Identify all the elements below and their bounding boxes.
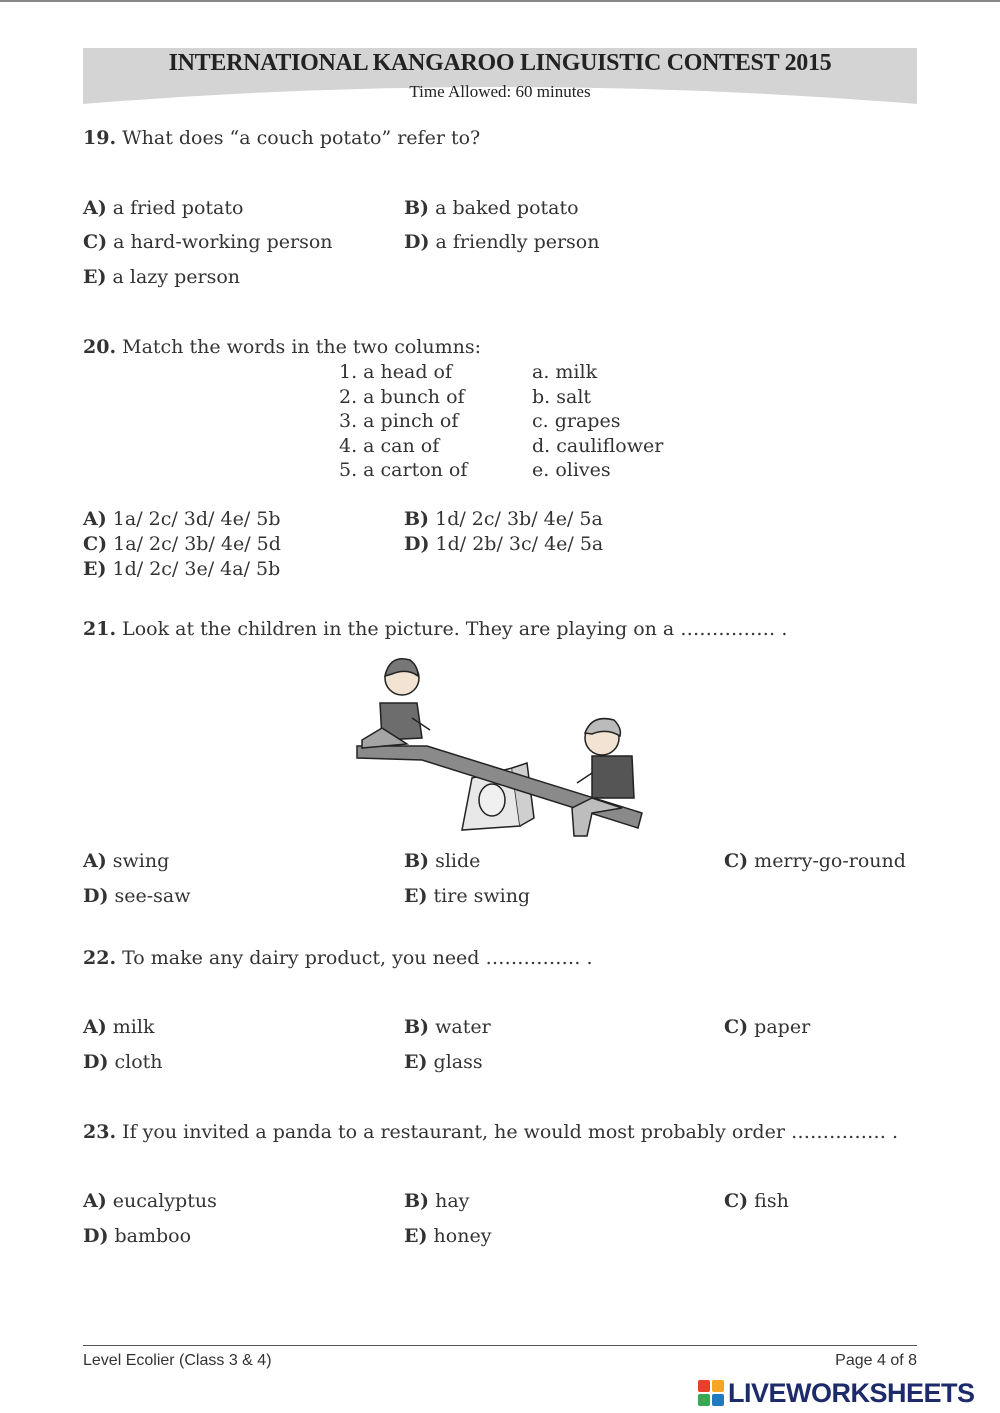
question-23 [83, 1121, 898, 1143]
option-text: milk [112, 1016, 155, 1038]
option-text: a fried potato [112, 197, 244, 219]
option-text: tire swing [433, 885, 531, 907]
question-number: 20. [83, 336, 117, 358]
match-left-item: 1. a head of [339, 361, 453, 383]
q22-option-d[interactable] [83, 1051, 163, 1073]
option-label: C) [83, 231, 108, 253]
q19-option-b[interactable] [404, 197, 579, 219]
q22-option-a[interactable] [83, 1016, 154, 1038]
option-text: 1d/ 2c/ 3b/ 4e/ 5a [435, 508, 603, 530]
option-text: fish [754, 1190, 789, 1212]
option-label: D) [83, 1225, 109, 1247]
question-21 [83, 618, 787, 640]
option-label: A) [83, 1016, 107, 1038]
question-text: To make any dairy product, you need …………… . [122, 947, 593, 969]
option-label: E) [404, 885, 428, 907]
option-text: 1a/ 2c/ 3b/ 4e/ 5d [113, 533, 281, 555]
q21-option-e[interactable] [404, 885, 530, 907]
option-label: A) [83, 850, 107, 872]
seesaw-illustration [352, 648, 652, 848]
option-label: E) [404, 1051, 428, 1073]
q23-option-b[interactable] [404, 1190, 469, 1212]
watermark-text: LIVEWORKSHEETS [728, 1377, 975, 1408]
match-left-item: 3. a pinch of [339, 410, 459, 432]
option-text: 1a/ 2c/ 3d/ 4e/ 5b [112, 508, 281, 530]
option-label: A) [83, 508, 107, 530]
footer-divider [83, 1345, 917, 1346]
option-text: see-saw [114, 885, 191, 907]
question-number: 23. [83, 1121, 117, 1143]
match-left-item: 5. a carton of [339, 459, 468, 481]
match-left-column [339, 361, 467, 484]
q20-option-c[interactable] [83, 533, 281, 555]
option-label: B) [404, 1190, 430, 1212]
option-text: slide [435, 850, 481, 872]
liveworksheets-watermark [698, 1378, 975, 1408]
option-text: glass [433, 1051, 483, 1073]
question-number: 21. [83, 618, 117, 640]
q21-option-c[interactable] [724, 850, 906, 872]
q20-option-e[interactable] [83, 558, 280, 580]
footer-level: Level Ecolier (Class 3 & 4) [83, 1352, 272, 1369]
option-text: a lazy person [112, 266, 241, 288]
match-left-item: 4. a can of [339, 434, 440, 457]
option-label: D) [404, 533, 430, 555]
q20-option-b[interactable] [404, 508, 603, 530]
contest-title: INTERNATIONAL KANGAROO LINGUISTIC CONTEST 2015 [168, 50, 832, 76]
match-right-item: d. cauliflower [532, 434, 664, 457]
q19-option-e[interactable] [83, 266, 240, 288]
option-label: B) [404, 850, 430, 872]
q23-option-e[interactable] [404, 1225, 491, 1247]
option-label: C) [724, 850, 749, 872]
q19-option-c[interactable] [83, 231, 333, 253]
option-label: B) [404, 197, 430, 219]
q23-option-c[interactable] [724, 1190, 789, 1212]
q22-option-b[interactable] [404, 1016, 491, 1038]
option-text: 1d/ 2b/ 3c/ 4e/ 5a [435, 533, 604, 555]
option-text: water [435, 1016, 491, 1038]
footer-page-number: Page 4 of 8 [835, 1352, 917, 1369]
option-label: C) [724, 1016, 749, 1038]
option-label: C) [724, 1190, 749, 1212]
question-number: 22. [83, 947, 117, 969]
match-right-column [532, 361, 663, 484]
option-text: a hard-working person [113, 231, 333, 253]
option-text: honey [433, 1225, 492, 1247]
q23-option-a[interactable] [83, 1190, 217, 1212]
q23-option-d[interactable] [83, 1225, 191, 1247]
q21-option-a[interactable] [83, 850, 169, 872]
option-label: A) [83, 1190, 107, 1212]
option-text: paper [754, 1016, 811, 1038]
q20-option-a[interactable] [83, 508, 281, 530]
question-text: If you invited a panda to a restaurant, he would most probably order …………… . [122, 1121, 899, 1143]
question-text: Look at the children in the picture. They are playing on a …………… . [122, 618, 788, 640]
option-label: A) [83, 197, 107, 219]
option-label: E) [83, 266, 107, 288]
match-right-item: c. grapes [532, 410, 621, 432]
match-left-item: 2. a bunch of [339, 385, 465, 408]
option-text: swing [112, 850, 170, 872]
option-text: hay [435, 1190, 470, 1212]
header-banner [83, 48, 917, 104]
question-20 [83, 336, 481, 358]
option-label: B) [404, 1016, 430, 1038]
option-label: D) [83, 885, 109, 907]
q22-option-c[interactable] [724, 1016, 810, 1038]
option-text: cloth [114, 1051, 163, 1073]
match-right-item: a. milk [532, 361, 598, 383]
option-label: D) [83, 1051, 109, 1073]
option-text: a baked potato [435, 197, 579, 219]
option-label: D) [404, 231, 430, 253]
option-label: B) [404, 508, 430, 530]
option-label: E) [404, 1225, 428, 1247]
question-text: What does “a couch potato” refer to? [122, 127, 481, 149]
option-text: bamboo [114, 1225, 192, 1247]
option-text: eucalyptus [112, 1190, 217, 1212]
match-right-item: e. olives [532, 459, 611, 481]
q21-option-d[interactable] [83, 885, 191, 907]
q19-option-d[interactable] [404, 231, 599, 253]
question-19 [83, 127, 480, 149]
liveworksheets-logo-icon [698, 1380, 726, 1406]
option-label: E) [83, 558, 107, 580]
question-number: 19. [83, 127, 117, 149]
q19-option-a[interactable] [83, 197, 243, 219]
option-text: a friendly person [435, 231, 600, 253]
q20-option-d[interactable] [404, 533, 603, 555]
option-label: C) [83, 533, 108, 555]
q22-option-e[interactable] [404, 1051, 483, 1073]
question-text: Match the words in the two columns: [122, 336, 482, 358]
question-22 [83, 947, 593, 969]
time-allowed: Time Allowed: 60 minutes [409, 82, 591, 101]
q21-option-b[interactable] [404, 850, 480, 872]
option-text: 1d/ 2c/ 3e/ 4a/ 5b [112, 558, 281, 580]
option-text: merry-go-round [754, 850, 906, 872]
match-right-item: b. salt [532, 385, 592, 408]
top-border-line [0, 0, 1000, 2]
